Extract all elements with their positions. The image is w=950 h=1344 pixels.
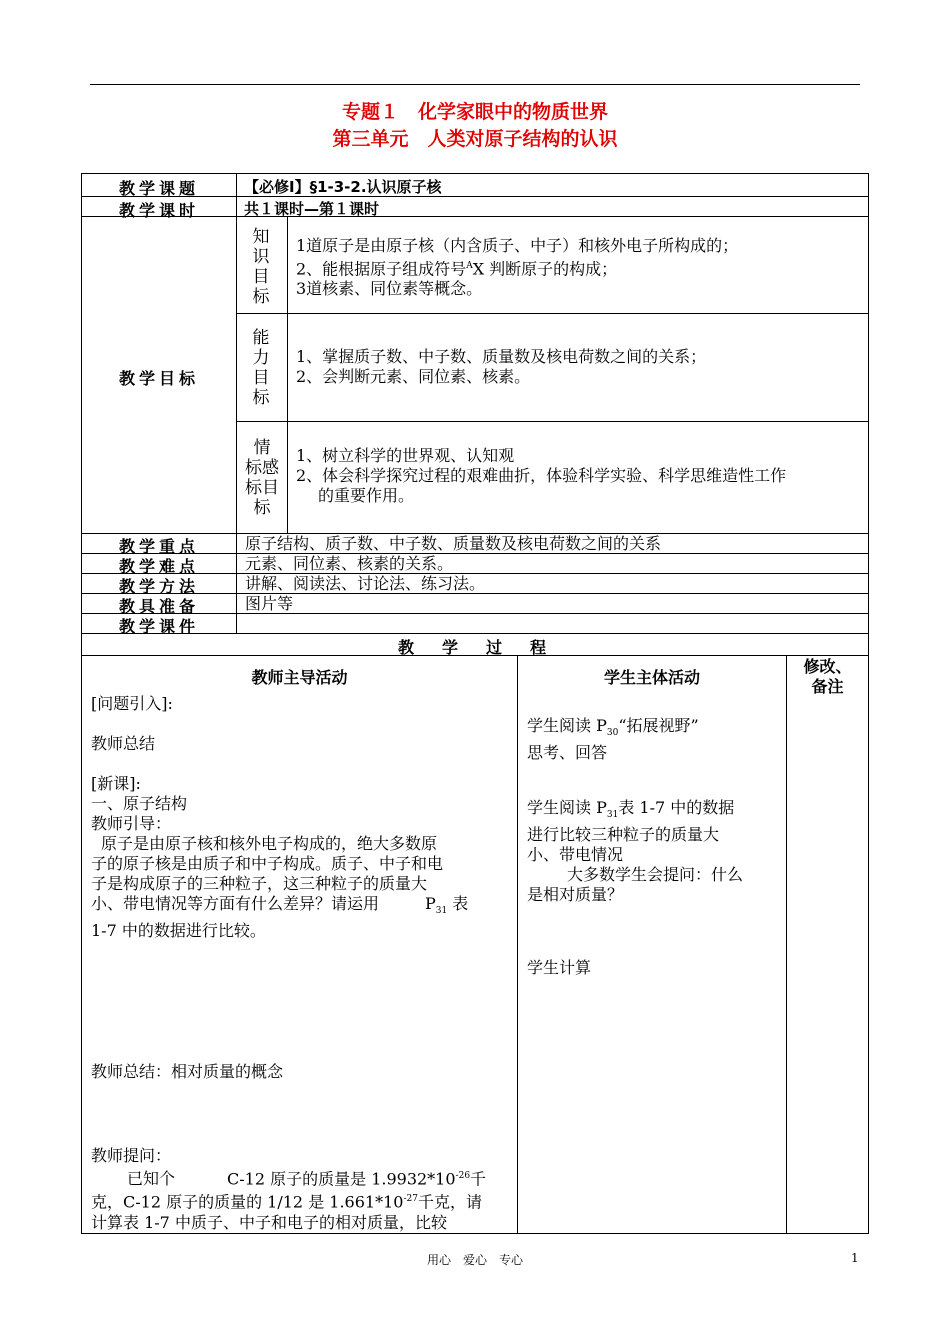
process-title: 教 学 过 程 [397,638,552,657]
subject-label: 教学课题 [118,179,199,198]
student-read-1: 学生阅读 $P_{30}“$拓展视野” [527,716,699,739]
key-value: 原子结构、质子数、中子数、质量数及核电荷数之间的关系 [245,534,662,553]
difficulty-label: 教学难点 [118,557,199,576]
method-label: 教学方法 [118,577,199,596]
ability-line-2: 2、会判断元素、同位素、核素。 [296,367,531,386]
teacher-guide: 教师引导： [91,814,172,833]
teacher-summary-2: 教师总结：相对质量的概念 [91,1062,284,1081]
emotion-label: 情 标感 标目 标 [245,438,279,518]
method-value: 讲解、阅读法、讨论法、练习法。 [245,574,486,593]
teacher-column [91,694,511,941]
period-label: 教学课时 [118,201,199,220]
knowledge-label: 知识目标 [252,227,270,307]
header-rule [90,84,860,85]
title-line-1: 专题１ 化学家眼中的物质世界 [341,101,608,123]
tools-label: 教具准备 [118,597,199,616]
question-intro: [问题引入]: [91,694,173,713]
tools-value: 图片等 [245,594,294,613]
section-atomic-structure: 一、原子结构 [91,794,188,813]
student-think: 思考、回答 [527,743,608,763]
difficulty-value: 元素、同位素、核素的关系。 [245,554,454,573]
emotion-line-3: 的重要作用。 [318,486,415,505]
student-column [527,716,782,763]
student-calc: 学生计算 [527,958,592,977]
emotion-line-1: 1、树立科学的世界观、认知观 [296,446,515,465]
footer-motto: 用心 爱心 专心 [426,1253,523,1267]
knowledge-content [296,236,861,299]
new-lesson: [新课]: [91,774,141,793]
notes-header: 修改、 备注 [803,657,852,696]
subject-value: 【必修Ⅰ】§1-3-2.认识原子核 [244,178,442,196]
title-line-2: 第三单元 人类对原子结构的认识 [332,128,618,150]
ability-content [296,347,861,387]
objectives-label: 教学目标 [118,369,199,388]
student-read-2: 学生阅读 $P_{31}$表 1-7 中的数据 进行比较三种粒子的质量大 小、带电情况 大多数学生会提问：什么 是相对质量？ [527,798,744,905]
period-value: 共１课时—第１课时 [244,200,380,218]
page-number: 1 [851,1251,859,1265]
courseware-label: 教学课件 [118,617,199,636]
ability-line-1: 1、掌握质子数、中子数、质量数及核电荷数之间的关系； [296,347,707,366]
knowledge-line-3: 3道核素、同位素等概念。 [296,279,483,299]
teacher-header: 教师主导活动 [251,668,348,687]
knowledge-line-1: 1道原子是由原子核（内含质子、中子）和核外电子所构成的； [296,236,739,255]
teacher-question: 教师提问： 已知个 C-12 原子的质量是 $1.9932*10^{-26}$千 克，C-12 原子的质量的 1/12 是 $1.661*10^{-27}$千克，请 计算表 1-7 中质子、中子和电子的相对质量，比较 [91,1146,487,1232]
ability-label: 能力目标 [252,328,270,408]
teacher-summary-1: 教师总结 [91,734,156,753]
emotion-content [296,446,864,506]
guide-paragraph: 原子是由原子核和核外电子构成的，绝大多数原 子的原子核是由质子和中子构成。质子、中子和电 子是构成原子的三种粒子，这三种粒子的质量大 小、带电情况等方面有什么差异？请运用 $P_{31}$ 表 1-7 中的数据进行比较。 [91,834,469,941]
student-header: 学生主体活动 [603,668,700,687]
knowledge-line-2: 2、能根据原子组成符号$^A$X 判断原子的构成； [296,259,618,279]
emotion-line-2: 2、体会科学探究过程的艰难曲折，体验科学实验、科学思维造性工作 [296,466,787,485]
key-label: 教学重点 [118,537,199,556]
